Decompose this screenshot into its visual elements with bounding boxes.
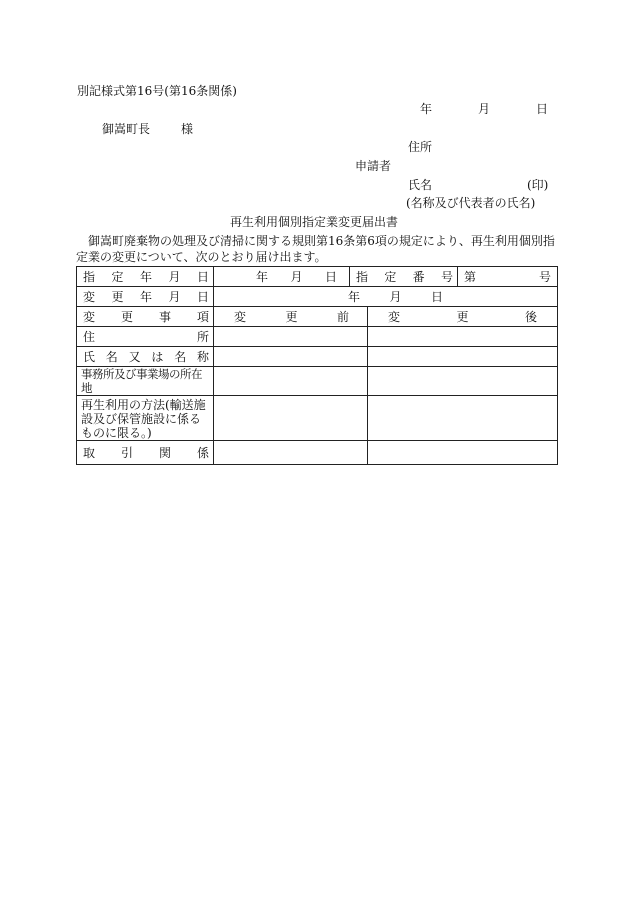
row-transactions — [77, 441, 558, 465]
recycling-method-before-cell[interactable] — [214, 396, 368, 441]
document-title: 再生利用個別指定業変更届出書 — [230, 215, 399, 229]
office-location-after-cell[interactable] — [368, 367, 558, 396]
form-number: 別記様式第16号(第16条関係) — [77, 84, 237, 98]
name-after-cell[interactable] — [368, 347, 558, 367]
row-label-office-location: 事務所及び事業場の所在地 — [77, 367, 214, 396]
before-change-header: 変 更 前 — [234, 309, 349, 324]
addressee: 御嵩町長 — [102, 122, 151, 136]
name-label: 氏名 — [408, 178, 433, 192]
applicant-label: 申請者 — [355, 159, 392, 173]
designation-date-label: 指 定 年 月 日 — [83, 269, 209, 284]
row-name — [77, 347, 558, 367]
change-item-label: 変 更 事 項 — [83, 309, 209, 324]
office-location-before-cell[interactable] — [214, 367, 368, 396]
body-line-1: 御嵩町廃棄物の処理及び清掃に関する規則第16条第6項の規定により、再生利用個別指 — [88, 234, 555, 248]
change-date-row — [77, 287, 558, 307]
year-label: 年 — [420, 102, 433, 116]
submission-date — [420, 102, 548, 116]
row-label-transactions: 取 引 関 係 — [83, 445, 209, 460]
address-after-cell[interactable] — [368, 327, 558, 347]
row-label-name: 氏 名 又 は 名 称 — [83, 349, 209, 364]
row-label-recycling-method: 再生利用の方法(輸送施設及び保管施設に係るものに限る。) — [77, 396, 214, 441]
row-recycling-method — [77, 396, 558, 441]
designation-number-label: 指 定 番 号 — [356, 269, 453, 284]
row-label-address: 住 所 — [83, 329, 209, 344]
designation-date-value: 年 月 日 — [256, 269, 337, 284]
after-change-header: 変 更 後 — [388, 309, 537, 324]
month-label: 月 — [477, 102, 490, 116]
recycling-method-after-cell[interactable] — [368, 396, 558, 441]
address-label: 住所 — [408, 140, 433, 154]
honorific: 様 — [181, 122, 194, 136]
column-header-row — [77, 307, 558, 327]
body-line-2: 定業の変更について、次のとおり届け出ます。 — [76, 250, 327, 264]
row-office-location — [77, 367, 558, 396]
address-before-cell[interactable] — [214, 327, 368, 347]
name-before-cell[interactable] — [214, 347, 368, 367]
change-date-value: 年 月 日 — [348, 289, 443, 304]
name-note: (名称及び代表者の氏名) — [406, 196, 536, 210]
seal-mark: (印) — [527, 178, 549, 192]
designation-date-row — [77, 267, 558, 287]
day-label: 日 — [535, 102, 548, 116]
transactions-after-cell[interactable] — [368, 441, 558, 465]
transactions-before-cell[interactable] — [214, 441, 368, 465]
row-address — [77, 327, 558, 347]
change-notification-table — [76, 266, 558, 465]
designation-number-value: 第 号 — [464, 269, 551, 284]
change-date-label: 変 更 年 月 日 — [83, 289, 209, 304]
